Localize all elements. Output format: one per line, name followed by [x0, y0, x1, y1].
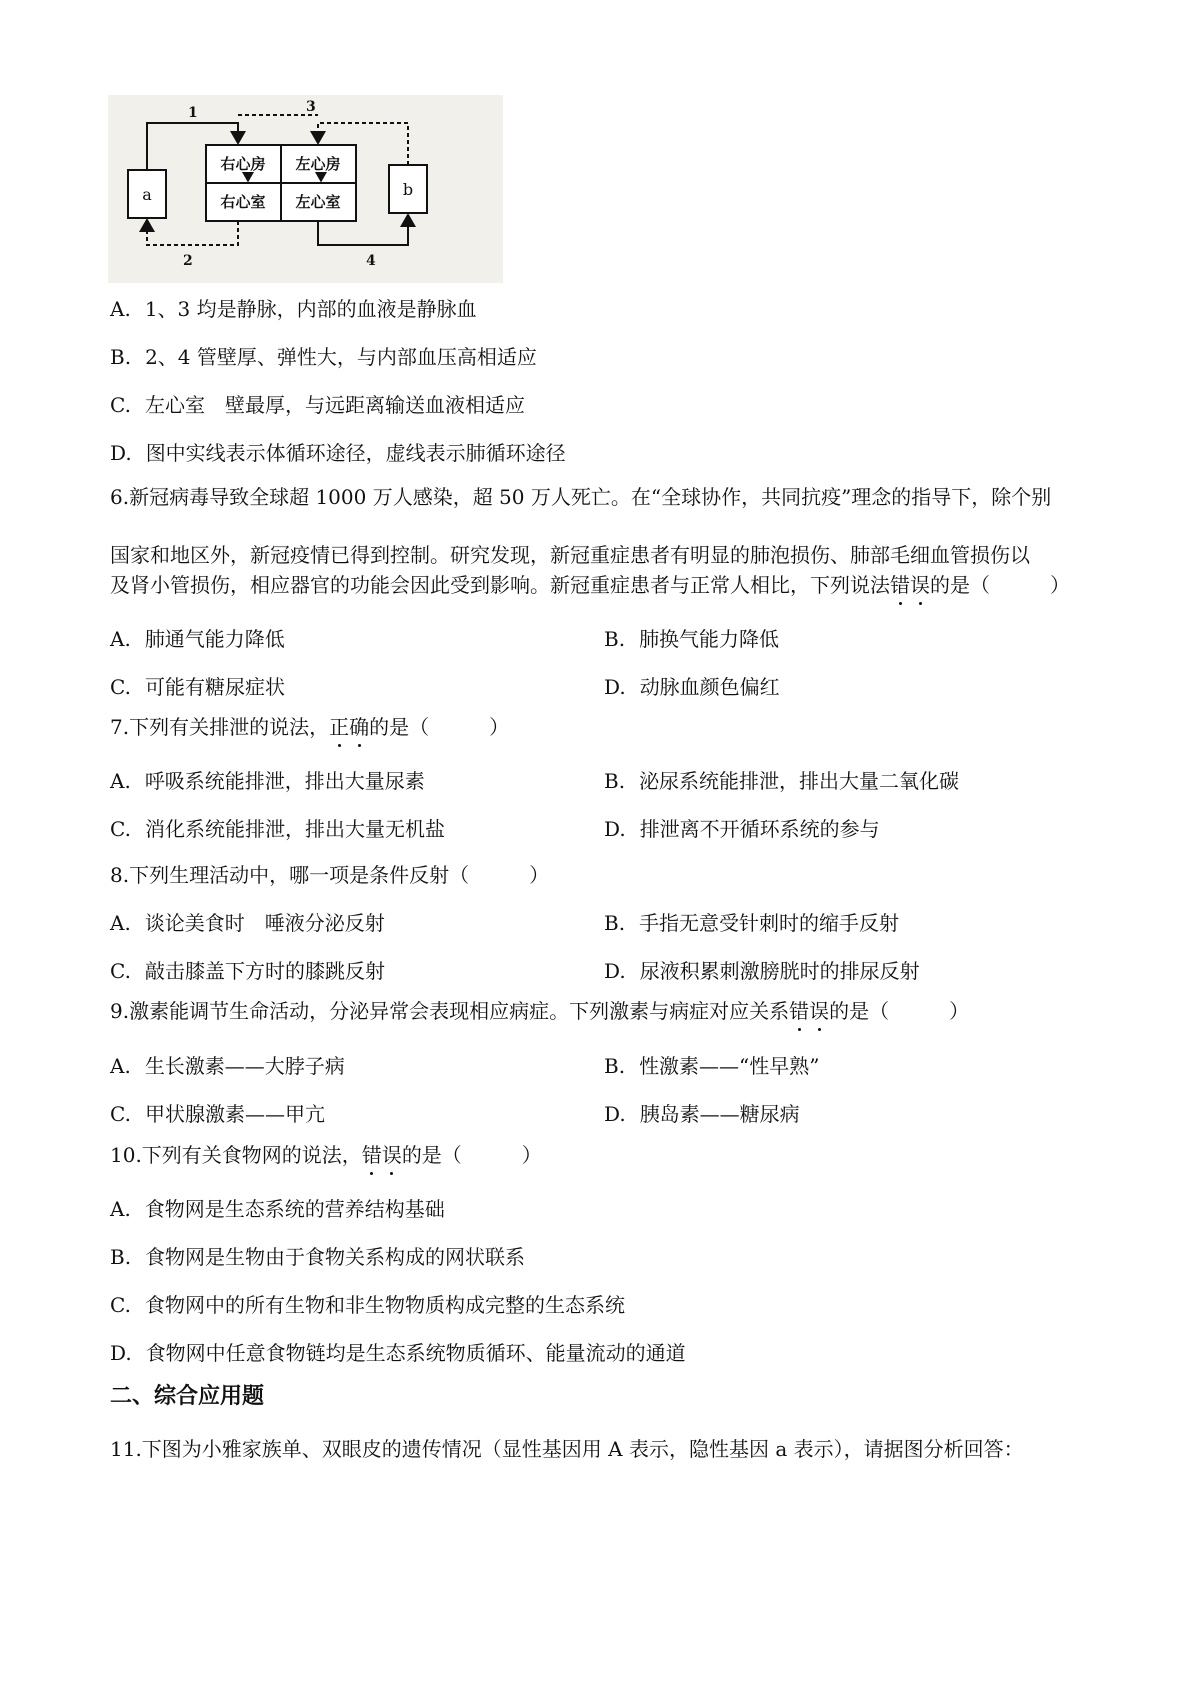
option-text: 消化系统能排泄，排出大量无机盐 — [144, 817, 445, 841]
label-3: 3 — [306, 99, 316, 115]
emphasis-char: 误 — [381, 1143, 402, 1167]
option-text: 呼吸系统能排泄，排出大量尿素 — [144, 769, 425, 793]
q6-stem-line3 — [110, 572, 1070, 598]
q6-stem-line2: 国家和地区外，新冠疫情已得到控制。研究发现，新冠重症患者有明显的肺泡损伤、肺部毛细血管损伤以 — [110, 543, 1030, 567]
label-b: b — [402, 180, 414, 199]
left-ventricle-label: 左心室 — [295, 193, 341, 211]
emphasis-char: 错 — [890, 573, 910, 597]
label-1: 1 — [188, 105, 198, 121]
q10-option-c — [110, 1292, 625, 1318]
option-text: 食物网是生物由于食物关系构成的网状联系 — [145, 1245, 526, 1269]
emphasis-char: 误 — [809, 999, 830, 1023]
stem-text: 9.激素能调节生命活动，分泌异常会表现相应病症。下列激素与病症对应关系 — [110, 999, 790, 1023]
stem-text: 10.下列有关食物网的说法， — [110, 1143, 362, 1167]
option-text: 食物网是生态系统的营养结构基础 — [144, 1197, 445, 1221]
option-letter: A. — [110, 1197, 131, 1221]
stem-text: 的是（ ） — [829, 999, 970, 1023]
q6-option-a — [110, 626, 285, 652]
option-text: 性激素——“性早熟” — [639, 1054, 820, 1078]
option-letter: D. — [604, 817, 626, 841]
option-text: 排泄离不开循环系统的参与 — [639, 817, 880, 841]
option-text: 2、4 管壁厚、弹性大，与内部血压高相适应 — [145, 345, 537, 369]
option-letter: D. — [604, 675, 626, 699]
option-letter: D. — [110, 1341, 132, 1365]
emphasis-char: 正 — [329, 715, 350, 739]
right-atrium-label: 右心房 — [220, 155, 266, 173]
option-text: 食物网中的所有生物和非生物物质构成完整的生态系统 — [144, 1293, 625, 1317]
option-text: 手指无意受针刺时的缩手反射 — [639, 911, 900, 935]
q9-option-c — [110, 1101, 325, 1127]
option-text: 图中实线表示体循环途径，虚线表示肺循环途径 — [145, 441, 566, 465]
option-letter: C. — [110, 817, 131, 841]
option-text: 甲状腺激素——甲亢 — [144, 1102, 325, 1126]
q11-stem: 11.下图为小雅家族单、双眼皮的遗传情况（显性基因用 A 表示，隐性基因 a 表示），请据图分析回答： — [110, 1437, 1024, 1461]
label-2: 2 — [183, 253, 193, 269]
option-letter: B. — [604, 769, 626, 793]
option-text: 肺换气能力降低 — [639, 627, 780, 651]
stem-text: 的是（ ） — [930, 573, 1070, 597]
heart-circulation-diagram — [108, 95, 503, 283]
section-title: 二、综合应用题 — [110, 1384, 265, 1409]
option-letter: B. — [110, 345, 132, 369]
label-a: a — [142, 185, 152, 204]
label-4: 4 — [366, 253, 376, 269]
q6-option-b — [604, 626, 779, 652]
option-letter: C. — [110, 393, 131, 417]
option-letter: A. — [110, 1054, 131, 1078]
vessel-2 — [147, 220, 238, 245]
option-letter: C. — [110, 959, 131, 983]
option-letter: A. — [110, 769, 131, 793]
q9-option-a — [110, 1053, 345, 1079]
option-letter: A. — [110, 627, 131, 651]
q8-option-c — [110, 958, 385, 984]
option-letter: A. — [110, 911, 131, 935]
option-letter: B. — [604, 627, 626, 651]
option-text: 敲击膝盖下方时的膝跳反射 — [144, 959, 385, 983]
option-letter: B. — [110, 1245, 132, 1269]
left-atrium-label: 左心房 — [295, 155, 341, 173]
stem-text: 7.下列有关排泄的说法， — [110, 715, 330, 739]
q9-option-d — [604, 1101, 800, 1127]
q7-stem — [110, 714, 509, 740]
q8-stem: 8.下列生理活动中，哪一项是条件反射（ ） — [110, 863, 550, 887]
q7-option-c — [110, 816, 445, 842]
option-letter: D. — [604, 1102, 626, 1126]
option-letter: A. — [110, 297, 131, 321]
option-text: 可能有糖尿症状 — [144, 675, 285, 699]
right-ventricle-label: 右心室 — [220, 193, 266, 211]
q8-option-b — [604, 910, 899, 936]
option-text: 谈论美食时 唾液分泌反射 — [144, 911, 385, 935]
option-text: 尿液积累刺激膀胱时的排尿反射 — [639, 959, 920, 983]
q5-option-d — [110, 440, 566, 466]
q8-option-d — [604, 958, 920, 984]
q9-stem — [110, 998, 969, 1024]
q5-option-a — [110, 296, 477, 322]
q10-stem — [110, 1142, 542, 1168]
q6-stem-line1: 6.新冠病毒导致全球超 1000 万人感染，超 50 万人死亡。在“全球协作，共同抗疫”理念的指导下，除个别 — [110, 485, 1052, 509]
emphasis-char: 误 — [910, 573, 930, 597]
q7-option-a — [110, 768, 425, 794]
q10-option-d — [110, 1340, 686, 1366]
option-text: 动脉血颜色偏红 — [639, 675, 780, 699]
q9-option-b — [604, 1053, 820, 1079]
q6-option-d — [604, 674, 780, 700]
emphasis-char: 错 — [361, 1143, 382, 1167]
q6-option-c — [110, 674, 285, 700]
option-letter: B. — [604, 1054, 626, 1078]
stem-text: 及肾小管损伤，相应器官的功能会因此受到影响。新冠重症患者与正常人相比，下列说法 — [110, 573, 890, 597]
option-text: 泌尿系统能排泄，排出大量二氧化碳 — [639, 769, 960, 793]
stem-text: 的是（ ） — [369, 715, 510, 739]
option-text: 生长激素——大脖子病 — [144, 1054, 345, 1078]
q5-option-b — [110, 344, 537, 370]
option-letter: C. — [110, 1293, 131, 1317]
option-text: 食物网中任意食物链均是生态系统物质循环、能量流动的通道 — [145, 1341, 686, 1365]
option-text: 胰岛素——糖尿病 — [639, 1102, 800, 1126]
emphasis-char: 错 — [789, 999, 810, 1023]
q10-option-a — [110, 1196, 445, 1222]
q10-option-b — [110, 1244, 525, 1270]
option-letter: C. — [110, 1102, 131, 1126]
option-letter: D. — [110, 441, 132, 465]
q7-option-b — [604, 768, 959, 794]
emphasis-char: 确 — [349, 715, 370, 739]
q8-option-a — [110, 910, 385, 936]
option-letter: C. — [110, 675, 131, 699]
option-letter: B. — [604, 911, 626, 935]
q5-option-c — [110, 392, 525, 418]
option-letter: D. — [604, 959, 626, 983]
q7-option-d — [604, 816, 880, 842]
stem-text: 的是（ ） — [401, 1143, 542, 1167]
option-text: 肺通气能力降低 — [144, 627, 285, 651]
option-text: 1、3 均是静脉，内部的血液是静脉血 — [144, 297, 477, 321]
option-text: 左心室 壁最厚，与远距离输送血液相适应 — [144, 393, 525, 417]
